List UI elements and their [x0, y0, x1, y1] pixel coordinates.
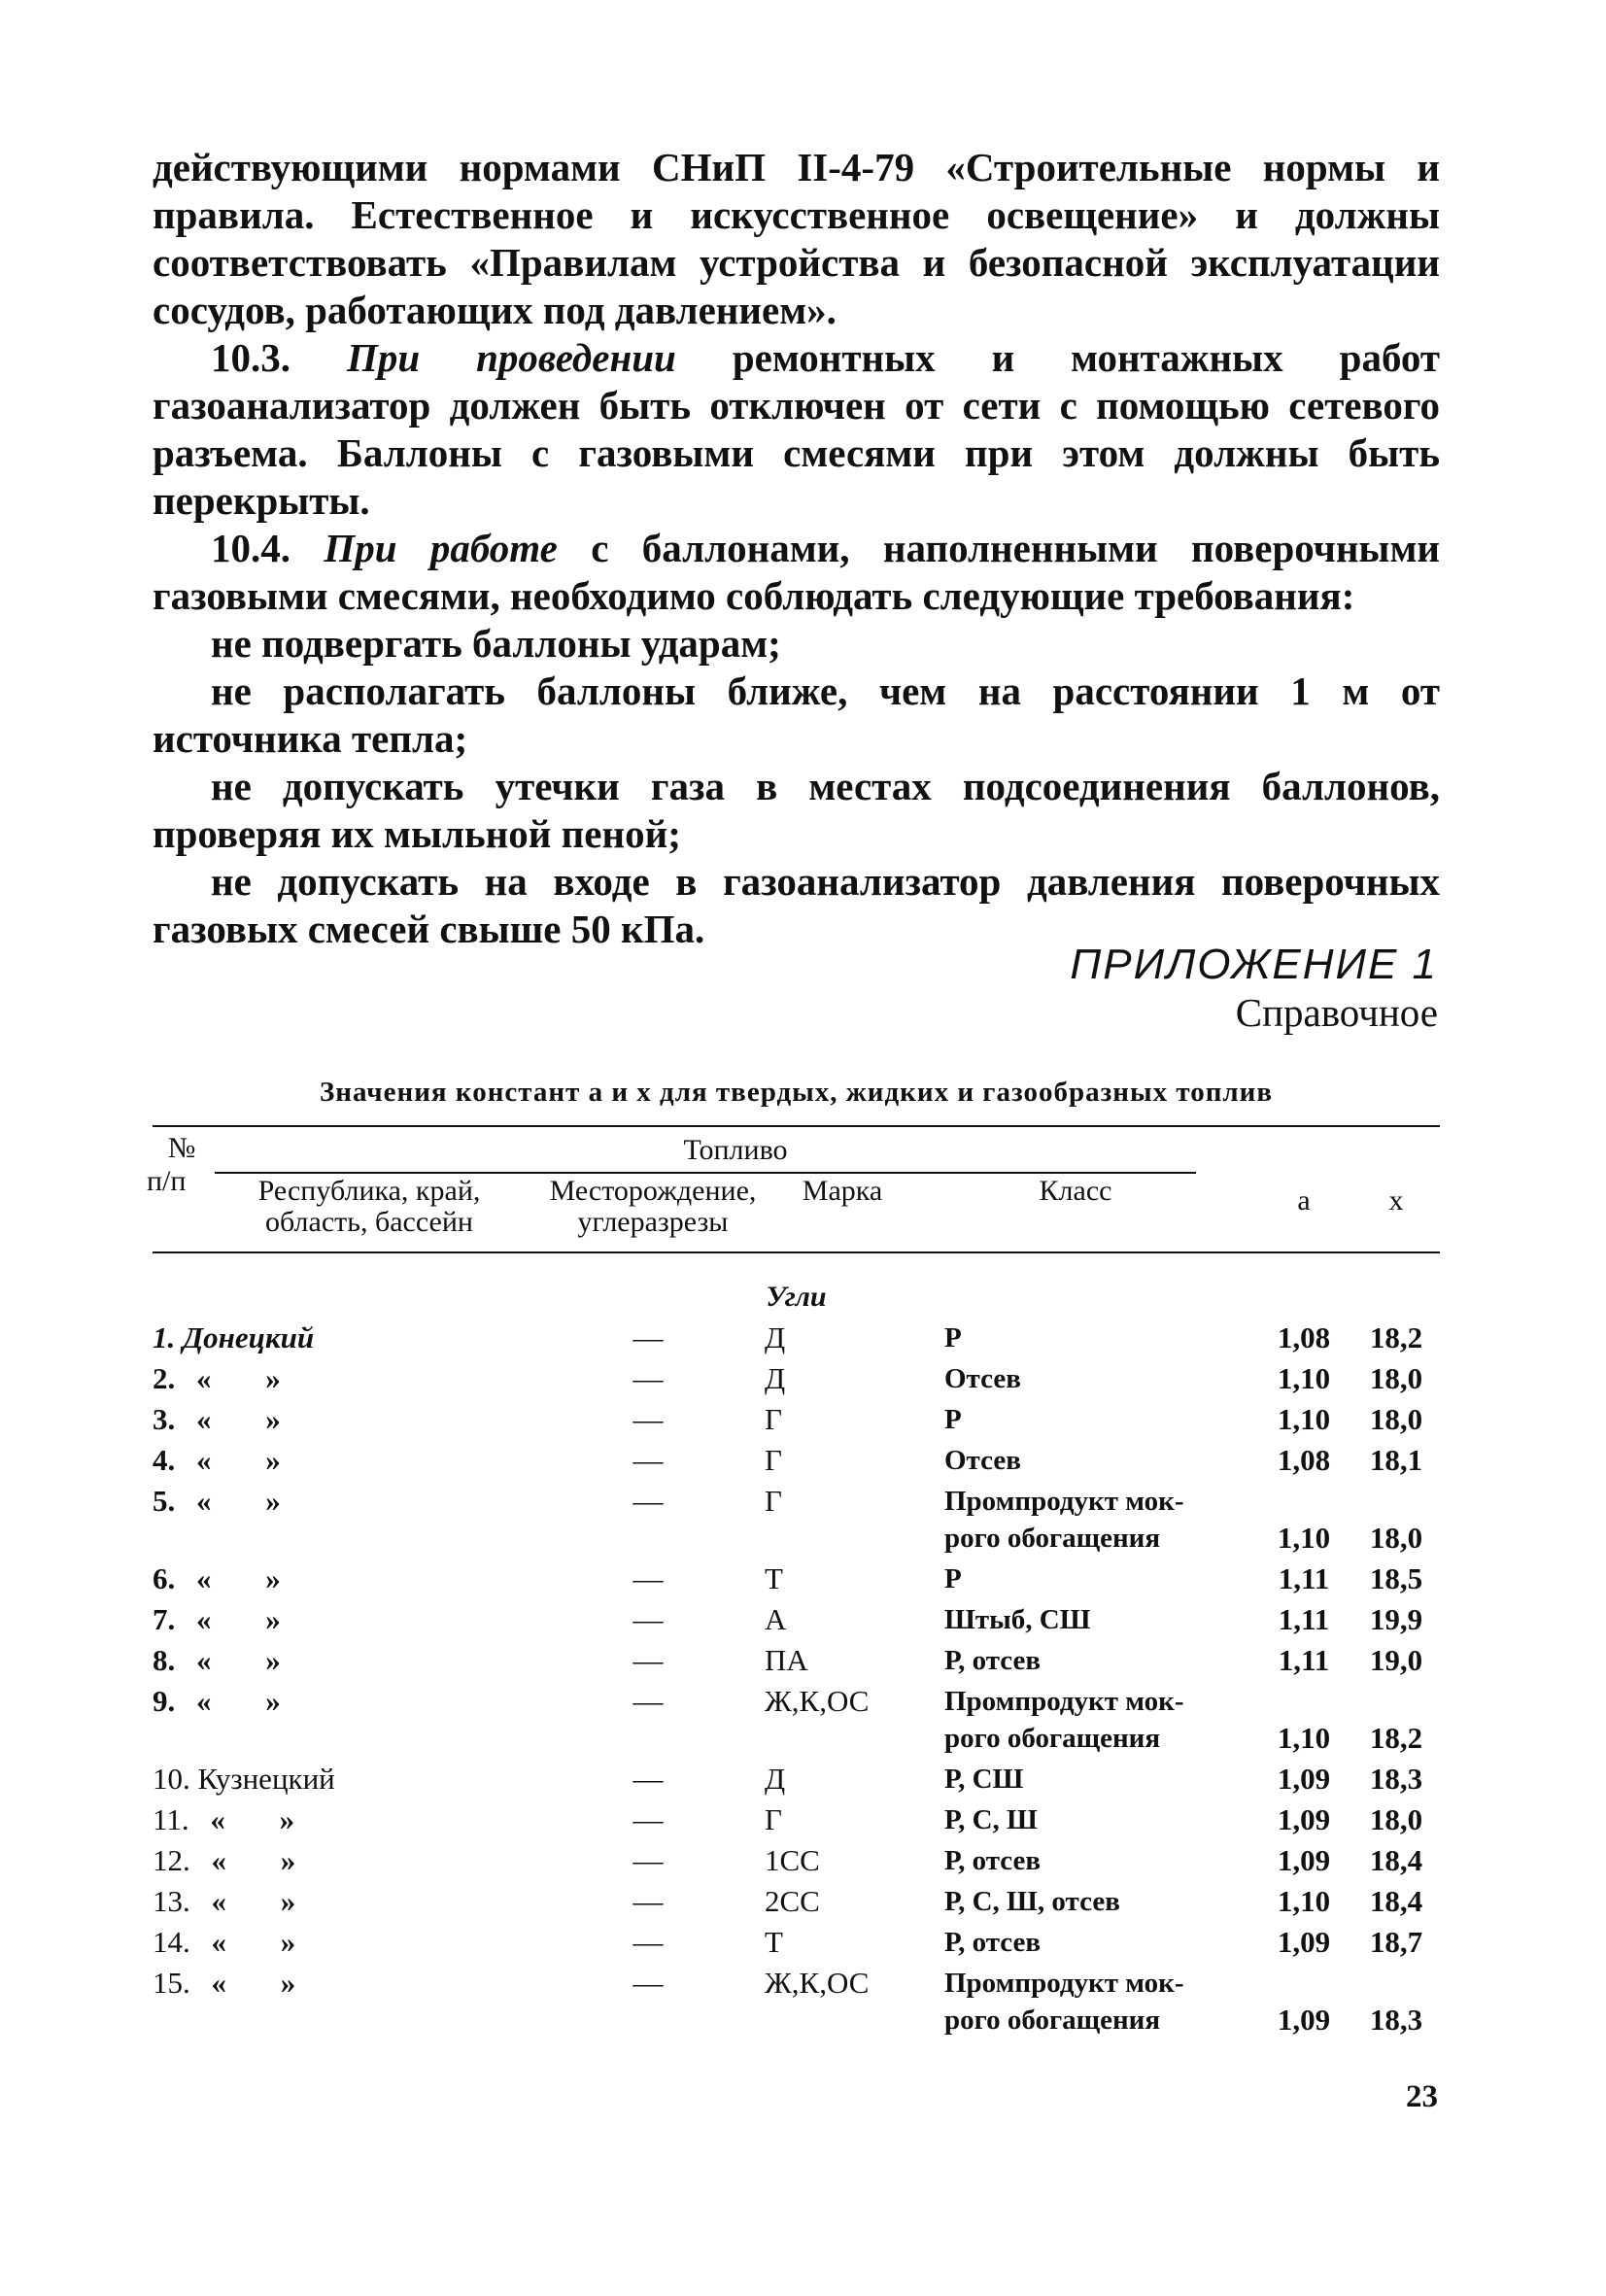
- cell-mark: Т: [765, 1561, 783, 1595]
- header-class: Класс: [1039, 1175, 1112, 1207]
- cell-deposit: —: [632, 1643, 664, 1677]
- cell-x: 18,0: [1369, 1802, 1423, 1836]
- region-name: Донецкий: [183, 1320, 315, 1354]
- cell-a: 1,09: [1277, 1925, 1331, 1959]
- cell-mark: Г: [765, 1402, 782, 1436]
- cell-class: [944, 1642, 1246, 1679]
- cell-deposit: —: [632, 1966, 664, 2000]
- table-row: [153, 1965, 1440, 2042]
- cell-x: 18,0: [1369, 1402, 1423, 1436]
- cell-class: [944, 1483, 1246, 1557]
- cell-mark: 2СС: [765, 1884, 820, 1918]
- cell-number-region: [153, 1560, 357, 1597]
- class-line: Промпродукт мок-: [944, 1486, 1184, 1517]
- table-row: [153, 1842, 1440, 1883]
- cell-a: 1,09: [1277, 1802, 1331, 1836]
- row-number: 8.: [153, 1643, 176, 1677]
- cell-class: [944, 1560, 1246, 1597]
- cell-deposit: —: [632, 1361, 664, 1395]
- header-number-sub: п/п: [147, 1165, 187, 1197]
- row-number: 5.: [153, 1484, 176, 1518]
- header-number: №: [167, 1132, 196, 1164]
- paragraph-norms: действующими нормами СНиП II-4-79 «Строительные нормы и правила. Естественное и искусственное освещение» и должны соответствовать «Правилам устройства и безопасной эксплуатации сосудов, работающих под давлением».: [153, 145, 1440, 332]
- header-fuel: Топливо: [683, 1134, 788, 1166]
- class-line: Р: [944, 1563, 962, 1594]
- ditto-mark: « »: [211, 1843, 320, 1877]
- class-line: Р, СШ: [944, 1764, 1024, 1795]
- cell-class: [944, 1360, 1246, 1397]
- ditto-mark: « »: [211, 1884, 320, 1918]
- cell-a: 1,08: [1277, 1320, 1331, 1354]
- class-line: рого обогащения: [944, 1723, 1161, 1754]
- cell-number-region: [153, 1801, 357, 1838]
- cell-mark: Г: [765, 1484, 782, 1518]
- cell-number-region: [153, 1842, 357, 1879]
- requirement-item: не подвергать баллоны ударам;: [211, 621, 781, 666]
- cell-x: 18,3: [1369, 1762, 1423, 1796]
- cell-class: [944, 1965, 1246, 2039]
- class-line: Промпродукт мок-: [944, 1968, 1184, 1999]
- table-body: [153, 1319, 1440, 2042]
- cell-mark: Ж,К,ОС: [765, 1684, 870, 1718]
- row-number: 6.: [153, 1561, 176, 1595]
- cell-x: 18,7: [1369, 1925, 1423, 1959]
- cell-x: 18,0: [1369, 1521, 1423, 1555]
- cell-x: 18,1: [1369, 1443, 1423, 1477]
- table-row: [153, 1683, 1440, 1761]
- section-coal: Угли: [766, 1281, 827, 1313]
- table-row: [153, 1642, 1440, 1683]
- ditto-mark: « »: [196, 1361, 304, 1395]
- table-row: [153, 1442, 1440, 1483]
- cell-mark: ПА: [765, 1643, 808, 1677]
- row-number: 14.: [153, 1925, 190, 1959]
- cell-mark: Д: [765, 1320, 786, 1354]
- row-number: 15.: [153, 1966, 190, 2000]
- cell-a: 1,11: [1278, 1643, 1330, 1677]
- clause-text: ремонтных и монтажных работ газоанализатор должен быть отключен от сети с помощью сетевого разъема. Баллоны с газовыми смесями при этом должны быть перекрыты.: [153, 335, 1440, 523]
- cell-a: 1,09: [1277, 1843, 1331, 1877]
- cell-mark: Т: [765, 1925, 783, 1959]
- requirement-item: не допускать утечки газа в местах подсоединения баллонов, проверяя их мыльной пеной;: [153, 764, 1440, 856]
- class-line: Р: [944, 1322, 962, 1354]
- cell-x: 18,0: [1369, 1361, 1423, 1395]
- class-line: рого обогащения: [944, 2005, 1161, 2036]
- cell-deposit: —: [632, 1602, 664, 1636]
- header-x: x: [1388, 1184, 1404, 1217]
- cell-class: [944, 1761, 1246, 1798]
- class-line: Штыб, СШ: [944, 1604, 1091, 1635]
- cell-number-region: [153, 1683, 357, 1720]
- cell-number-region: [153, 1642, 357, 1679]
- row-number: 7.: [153, 1602, 176, 1636]
- appendix-title: ПРИЛОЖЕНИЕ 1: [1070, 941, 1438, 988]
- cell-number-region: [153, 1924, 357, 1961]
- cell-x: 18,2: [1369, 1320, 1423, 1354]
- cell-deposit: —: [632, 1443, 664, 1477]
- table-row: [153, 1924, 1440, 1965]
- table-row: [153, 1601, 1440, 1642]
- cell-class: [944, 1601, 1246, 1638]
- cell-class: [944, 1442, 1246, 1479]
- cell-class: [944, 1319, 1246, 1356]
- table-header-bottom-rule: [153, 1251, 1440, 1253]
- cell-deposit: —: [632, 1320, 664, 1354]
- ditto-mark: « »: [196, 1443, 304, 1477]
- cell-a: 1,10: [1277, 1402, 1331, 1436]
- table-row: [153, 1560, 1440, 1601]
- cell-x: 18,5: [1369, 1561, 1423, 1595]
- cell-mark: Д: [765, 1762, 786, 1796]
- cell-mark: Г: [765, 1802, 782, 1836]
- cell-deposit: —: [632, 1884, 664, 1918]
- table-row: [153, 1401, 1440, 1442]
- cell-mark: Д: [765, 1361, 786, 1395]
- cell-a: 1,10: [1277, 1521, 1331, 1555]
- appendix-subtitle: Справочное: [1235, 990, 1438, 1035]
- row-number: 4.: [153, 1443, 176, 1477]
- cell-number-region: [153, 1360, 357, 1397]
- clause-emphasis: При проведении: [346, 335, 676, 380]
- class-line: Р, отсев: [944, 1845, 1042, 1876]
- class-line: Р, С, Ш: [944, 1804, 1038, 1835]
- fuel-subheader-rule: [215, 1172, 1196, 1174]
- cell-number-region: [153, 1319, 357, 1356]
- cell-class: [944, 1801, 1246, 1838]
- ditto-mark: « »: [196, 1402, 304, 1436]
- cell-deposit: —: [632, 1925, 664, 1959]
- cell-mark: 1СС: [765, 1843, 820, 1877]
- table-row: [153, 1319, 1440, 1360]
- class-line: Промпродукт мок-: [944, 1686, 1184, 1717]
- requirement-item: не допускать на входе в газоанализатор давления поверочных газовых смесей свыше 50 кПа.: [153, 859, 1440, 951]
- cell-a: 1,09: [1277, 2003, 1331, 2037]
- cell-class: [944, 1401, 1246, 1438]
- clause-text: с баллонами, наполненными поверочными газовыми смесями, необходимо соблюдать следующие требования:: [153, 526, 1440, 618]
- cell-a: 1,11: [1278, 1561, 1330, 1595]
- row-number: 13.: [153, 1884, 190, 1918]
- cell-deposit: —: [632, 1762, 664, 1796]
- cell-a: 1,11: [1278, 1602, 1330, 1636]
- row-number: 1.: [153, 1320, 176, 1354]
- cell-class: [944, 1683, 1246, 1757]
- cell-class: [944, 1883, 1246, 1920]
- cell-a: 1,08: [1277, 1443, 1331, 1477]
- cell-number-region: [153, 1601, 357, 1638]
- header-mark: Марка: [802, 1175, 883, 1207]
- cell-class: [944, 1842, 1246, 1879]
- class-line: Отсев: [944, 1445, 1021, 1476]
- cell-number-region: [153, 1401, 357, 1438]
- paragraph-10-4: [153, 525, 1440, 620]
- cell-number-region: [153, 1761, 357, 1798]
- cell-mark: А: [765, 1602, 787, 1636]
- ditto-mark: « »: [196, 1643, 304, 1677]
- cell-x: 18,4: [1369, 1884, 1423, 1918]
- row-number: 2.: [153, 1361, 176, 1395]
- table-row: [153, 1883, 1440, 1924]
- cell-mark: Ж,К,ОС: [765, 1966, 870, 2000]
- cell-number-region: [153, 1483, 357, 1520]
- row-number: 9.: [153, 1684, 176, 1718]
- cell-number-region: [153, 1442, 357, 1479]
- cell-a: 1,10: [1277, 1361, 1331, 1395]
- class-line: Р, отсев: [944, 1927, 1042, 1958]
- row-number: 10.: [153, 1762, 190, 1796]
- header-a: a: [1297, 1184, 1311, 1217]
- cell-a: 1,09: [1277, 1762, 1331, 1796]
- row-number: 3.: [153, 1402, 176, 1436]
- cell-x: 19,0: [1369, 1643, 1423, 1677]
- cell-x: 19,9: [1369, 1602, 1423, 1636]
- cell-mark: Г: [765, 1443, 782, 1477]
- region-name: Кузнецкий: [197, 1762, 335, 1796]
- requirement-item: не располагать баллоны ближе, чем на расстоянии 1 м от источника тепла;: [153, 668, 1440, 761]
- table-caption: Значения констант a и x для твердых, жидких и газообразных топлив: [319, 1077, 1274, 1108]
- class-line: Р: [944, 1404, 962, 1435]
- cell-deposit: —: [632, 1802, 664, 1836]
- cell-deposit: —: [632, 1843, 664, 1877]
- clause-emphasis: При работе: [324, 526, 558, 570]
- table-row: [153, 1360, 1440, 1401]
- cell-deposit: —: [632, 1684, 664, 1718]
- ditto-mark: « »: [210, 1802, 319, 1836]
- page-number: 23: [1406, 2079, 1438, 2114]
- ditto-mark: « »: [196, 1684, 304, 1718]
- cell-a: 1,10: [1277, 1721, 1331, 1755]
- header-deposit: Месторождение, углеразрезы: [549, 1175, 757, 1238]
- clause-number: 10.3.: [211, 335, 290, 380]
- ditto-mark: « »: [196, 1561, 304, 1595]
- cell-x: 18,3: [1369, 2003, 1423, 2037]
- cell-deposit: —: [632, 1484, 664, 1518]
- table-top-rule: [153, 1125, 1440, 1127]
- cell-x: 18,4: [1369, 1843, 1423, 1877]
- ditto-mark: « »: [211, 1966, 320, 2000]
- row-number: 12.: [153, 1843, 190, 1877]
- cell-number-region: [153, 1965, 357, 2002]
- class-line: Р, С, Ш, отсев: [944, 1886, 1120, 1917]
- table-row: [153, 1761, 1440, 1801]
- cell-x: 18,2: [1369, 1721, 1423, 1755]
- body-text: [153, 144, 1440, 953]
- cell-deposit: —: [632, 1402, 664, 1436]
- class-line: Отсев: [944, 1363, 1021, 1394]
- ditto-mark: « »: [196, 1602, 304, 1636]
- cell-a: 1,10: [1277, 1884, 1331, 1918]
- table-row: [153, 1801, 1440, 1842]
- row-number: 11.: [153, 1802, 189, 1836]
- ditto-mark: « »: [211, 1925, 320, 1959]
- class-line: рого обогащения: [944, 1523, 1161, 1554]
- cell-number-region: [153, 1883, 357, 1920]
- cell-deposit: —: [632, 1561, 664, 1595]
- paragraph-10-3: [153, 334, 1440, 525]
- clause-number: 10.4.: [211, 526, 290, 570]
- cell-class: [944, 1924, 1246, 1961]
- class-line: Р, отсев: [944, 1645, 1042, 1676]
- table-row: [153, 1483, 1440, 1560]
- ditto-mark: « »: [196, 1484, 304, 1518]
- header-region: Республика, край, область, бассейн: [257, 1175, 481, 1238]
